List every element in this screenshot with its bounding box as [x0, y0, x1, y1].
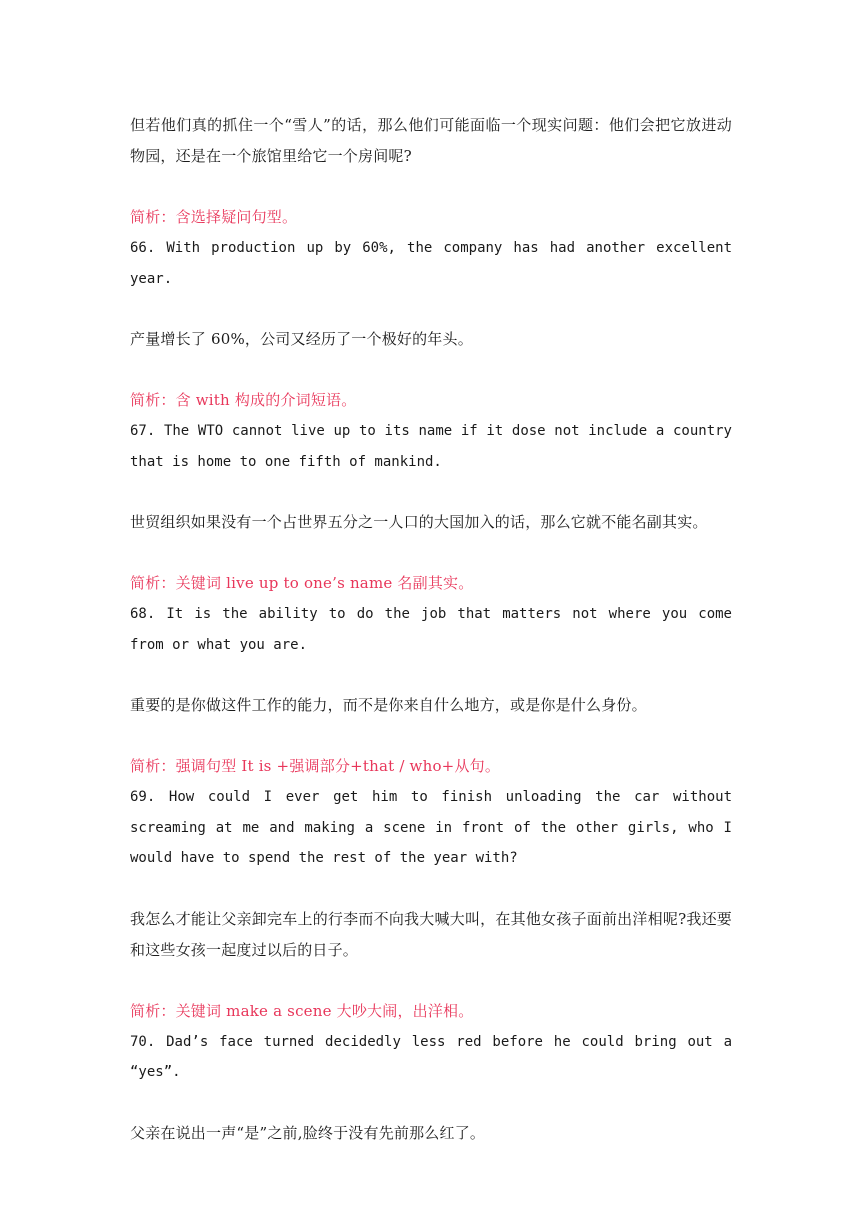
translation-68: 重要的是你做这件工作的能力，而不是你来自什么地方，或是你是什么身份。: [130, 696, 647, 714]
document-page: [130, 110, 732, 1149]
sentence-68: 68. It is the ability to do the job that matters not where you come from or what you are.: [130, 606, 732, 653]
translation-67: 世贸组织如果没有一个占世界五分之一人口的大国加入的话，那么它就不能名副其实。: [130, 513, 708, 531]
translation-70: 父亲在说出一声“是”之前,脸终于没有先前那么红了。: [130, 1123, 486, 1142]
sentence-67: 67. The WTO cannot live up to its name if it dose not include a country that is home to one fifth of mankind.: [130, 423, 732, 470]
analysis-note-65: 简析：含选择疑问句型。: [130, 208, 298, 226]
translation-66: 产量增长了 60%，公司又经历了一个极好的年头。: [130, 330, 473, 348]
analysis-note-69: 简析：关键词 make a scene 大吵大闹，出洋相。: [130, 1001, 474, 1020]
analysis-note-66: 简析：含 with 构成的介词短语。: [130, 391, 357, 409]
analysis-note-67: 简析：关键词 live up to one’s name 名副其实。: [130, 574, 474, 592]
sentence-66: 66. With production up by 60%, the company has had another excellent year.: [130, 240, 732, 287]
translation-69: 我怎么才能让父亲卸完车上的行李而不向我大喊大叫，在其他女孩子面前出洋相呢?我还要和这些女孩一起度过以后的日子。: [130, 909, 732, 959]
analysis-note-68: 简析：强调句型 It is +强调部分+that / who+从句。: [130, 757, 501, 775]
translation-65: 但若他们真的抓住一个“雪人”的话，那么他们可能面临一个现实问题：他们会把它放进动物园，还是在一个旅馆里给它一个房间呢?: [130, 116, 732, 165]
sentence-70: 70. Dad’s face turned decidedly less red before he could bring out a “yes”.: [130, 1033, 732, 1080]
sentence-69: 69. How could I ever get him to finish unloading the car without screaming at me and making a scene in front of the other girls, who I would have to spend the rest of the year with?: [130, 789, 732, 866]
